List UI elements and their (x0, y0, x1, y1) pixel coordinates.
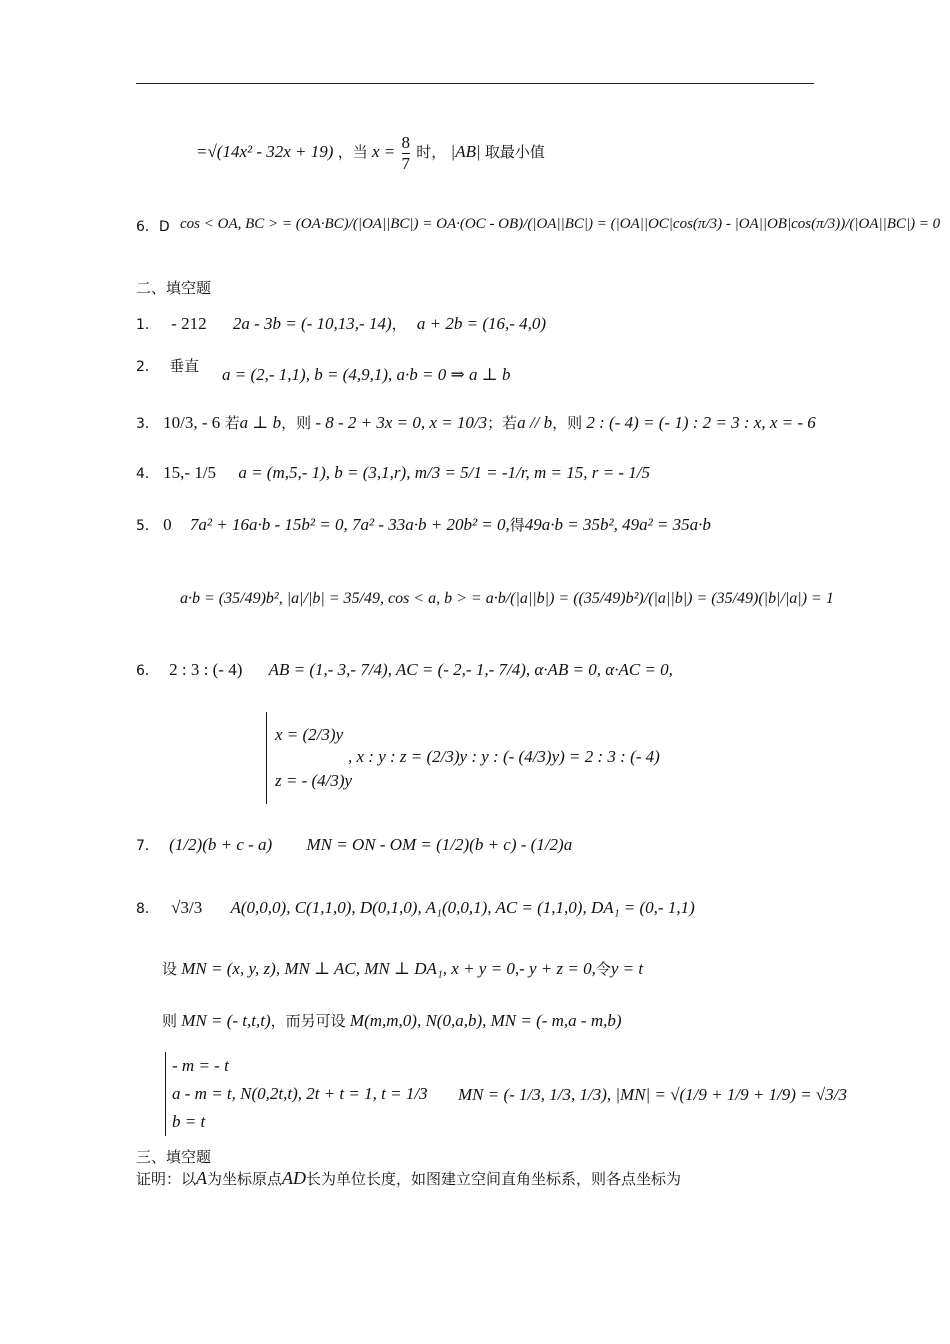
fill-5-line-1: 5． 0 7a² + 16a·b - 15b² = 0, 7a² - 33a·b + 20b² = 0,得49a·b = 35b², 49a² = 35a·b (136, 515, 711, 534)
section-fill-in-heading: 二、填空题 (136, 279, 212, 297)
answer-6-expression: cos < OA, BC > = (OA·BC)/(|OA||BC|) = OA·(OC - OB)/(|OA||BC|) = (|OA||OC|cos(π/3) - |OA||OB|cos(π/3))/(|OA||BC|) = 0 (180, 216, 941, 232)
fraction-8-7: $\frac{8}{7}$ (401, 133, 410, 173)
sqrt-expression: =√(14x² - 32x + 19) (196, 141, 334, 161)
fill-4-line: 4． 15,- 1/5 a = (m,5,- 1), b = (3,1,r), m/3 = 5/1 = -1/r, m = 15, r = - 1/5 (136, 463, 650, 482)
fill-5-line-2: a·b = (35/49)b², |a|/|b| = 35/49, cos < a, b > = a·b/(|a||b|) = ((35/49)b²)/(|a||b|) = (35/49)(|b|/|a|) = 1 (180, 590, 834, 607)
header-rule (136, 83, 814, 84)
answer-6-choice: 6．D (136, 219, 170, 235)
section-3-heading: 三、填空题 (136, 1148, 212, 1166)
fill-2-expression: a = (2,- 1,1), b = (4,9,1), a·b = 0 ⇒ a ⊥ b (222, 365, 511, 384)
fill-8-system: - m = - t a - m = t, N(0,2t,t), 2t + t = 1, t = 1/3 b = t (165, 1052, 428, 1136)
fill-6-system: x = (2/3)y z = - (4/3)y (266, 712, 352, 804)
fill-7-line: 7． (1/2)(b + c - a) MN = ON - OM = (1/2)(b + c) - (1/2)a (136, 835, 573, 854)
fill-8-line-3: 则 MN = (- t,t,t)，而另可设 M(m,m,0), N(0,a,b), MN = (- m,a - m,b) (162, 1011, 622, 1030)
fill-2-answer: 2． 垂直 (136, 357, 200, 375)
fill-8-result: MN = (- 1/3, 1/3, 1/3), |MN| = √(1/9 + 1/9 + 1/9) = √3/3 (458, 1085, 847, 1104)
fill-8-line-2: 设 MN = (x, y, z), MN ⊥ AC, MN ⊥ DA₁, x + y = 0,- y + z = 0,令y = t (162, 959, 644, 978)
proof-intro: 证明：以A为坐标原点AD长为单位长度，如图建立空间直角坐标系，则各点坐标为 (136, 1168, 682, 1188)
fill-6-line-1: 6． 2 : 3 : (- 4) AB = (1,- 3,- 7/4), AC = (- 2,- 1,- 7/4), α·AB = 0, α·AC = 0, (136, 660, 673, 679)
line-distance-formula: =√(14x² - 32x + 19) ，当 x = $\frac{8}{7}$ 时， |AB| 取最小值 (196, 133, 545, 173)
fill-6-ratio: , x : y : z = (2/3)y : y : (- (4/3)y) = 2 : 3 : (- 4) (348, 747, 660, 766)
fill-1-line: 1． - 212 2a - 3b = (- 10,13,- 14)， a + 2b = (16,- 4,0) (136, 314, 547, 333)
fill-8-line-1: 8． √3/3 A(0,0,0), C(1,1,0), D(0,1,0), A₁(0,0,1), AC = (1,1,0), DA₁ = (0,- 1,1) (136, 898, 695, 917)
fill-3-line: 3． 10/3, - 6 若a ⊥ b，则 - 8 - 2 + 3x = 0, x = 10/3；若a // b，则 2 : (- 4) = (- 1) : 2 = 3 : x, x = - 6 (136, 413, 816, 432)
